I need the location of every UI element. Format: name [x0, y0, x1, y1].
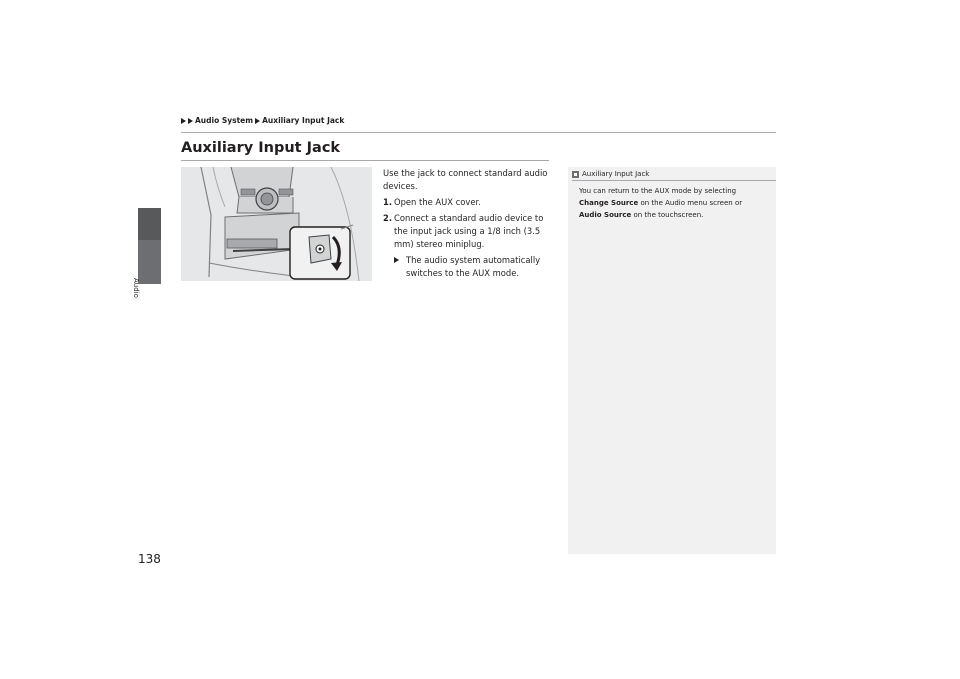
note-change-source: Change Source	[579, 199, 639, 207]
breadcrumb-arrow-icon	[188, 118, 193, 124]
side-note-divider	[572, 180, 776, 181]
breadcrumb-item-audio-system[interactable]: Audio System	[195, 116, 254, 125]
breadcrumb-arrow-icon	[181, 118, 186, 124]
chapter-tab-label: Audio	[132, 278, 140, 298]
header-divider	[181, 132, 776, 133]
note-audio-source: Audio Source	[579, 211, 632, 219]
step-number: 1.	[383, 197, 393, 207]
side-note-text	[579, 185, 771, 221]
title-divider	[181, 160, 549, 161]
side-note-heading	[572, 170, 649, 178]
step-number: 2.	[383, 213, 393, 223]
step-2	[383, 212, 553, 251]
breadcrumb	[181, 116, 344, 125]
note-text-3: on the touchscreen.	[631, 211, 704, 219]
aux-jack-illustration	[181, 167, 372, 281]
note-text-2: on the Audio menu screen or	[638, 199, 743, 207]
side-note-title: Auxiliary Input Jack	[582, 170, 650, 178]
intro-text: Use the jack to connect standard audio devices.	[383, 168, 548, 191]
step-result	[383, 254, 553, 280]
side-note-panel	[568, 167, 776, 554]
note-text-1: You can return to the AUX mode by selecting	[579, 187, 737, 195]
page-number: 138	[138, 552, 161, 566]
instructions	[383, 167, 553, 280]
breadcrumb-item-auxiliary-input-jack: Auxiliary Input Jack	[262, 116, 345, 125]
step-text: Open the AUX cover.	[394, 197, 481, 207]
result-arrow-icon	[394, 254, 406, 280]
page-title: Auxiliary Input Jack	[181, 140, 341, 156]
step-text: Connect a standard audio device to the input jack using a 1/8 inch (3.5 mm) stereo miniplug.	[394, 213, 544, 249]
breadcrumb-arrow-icon	[255, 118, 260, 124]
step-1	[383, 196, 553, 209]
chapter-tab-marker	[138, 208, 161, 240]
note-marker-icon	[572, 171, 579, 178]
aux-jack-drawing	[181, 167, 372, 281]
result-text: The audio system automatically switches to the AUX mode.	[406, 255, 541, 278]
